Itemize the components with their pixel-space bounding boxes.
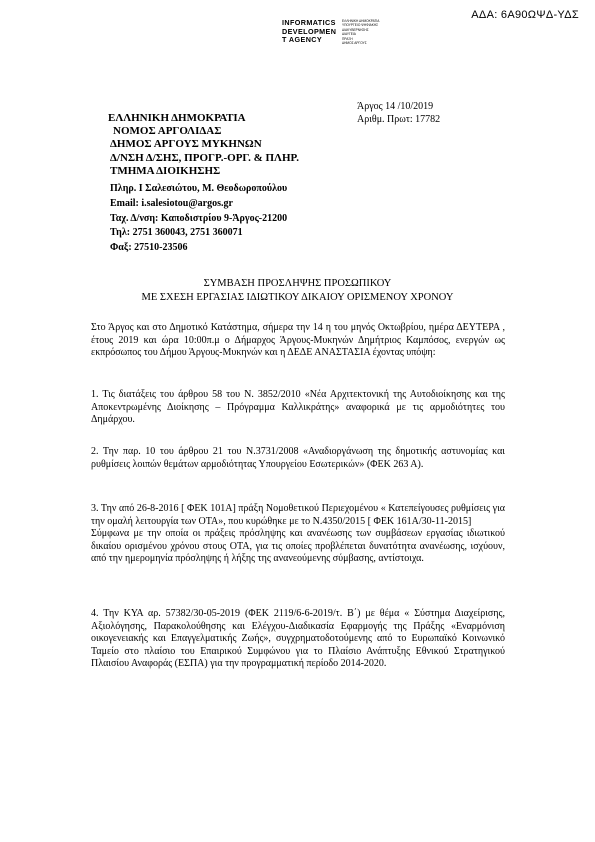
paragraph-text: Στο Άργος και στο Δημοτικό Κατάστημα, σήμερα την 14 η του μηνός Οκτωβρίου, ημέρα ΔΕΥΤΕΡΑ , έτους 2019 και ώρα 10:00π.μ ο Δήμαρχος Άργους-Μυκηνών Δημήτριος Καμπόσος, ενεργών ως εκπρόσωπος του Δήμου Άργους-Μυκηνών και η ΔΕΔΕ ΑΝΑΣΤΑΣΙΑ έχοντας υπόψη: — [91, 322, 505, 359]
title-line: ΜΕ ΣΧΕΣΗ ΕΡΓΑΣΙΑΣ ΙΔΙΩΤΙΚΟΥ ΔΙΚΑΙΟΥ ΟΡΙΣΜΕΝΟΥ ΧΡΟΝΟΥ — [141, 291, 454, 303]
logo-fine-line: ΔΗΜΟΣ ΑΡΓΟΥΣ — [342, 41, 367, 46]
contact-phone: Τηλ: 2751 360043, 2751 360071 — [110, 227, 243, 239]
contact-fax: Φαξ: 27510-23506 — [110, 242, 188, 254]
clause-1 — [91, 389, 505, 427]
paragraph-text: 2. Την παρ. 10 του άρθρου 21 του Ν.3731/2008 «Αναδιοργάνωση της δημοτικής αστυνομίας και ρυθμίσεις λοιπών θεμάτων αρμοδιότητας Υπουργείου Εσωτερικών» (ΦΕΚ 263 Α). — [91, 446, 505, 470]
clause-2 — [91, 446, 505, 471]
clause-4 — [91, 608, 505, 671]
header-directorate: Δ/ΝΣΗ Δ/ΣΗΣ, ΠΡΟΓΡ.-ΟΡΓ. & ΠΛΗΡ. — [110, 151, 299, 164]
title-line: ΣΥΜΒΑΣΗ ΠΡΟΣΛΗΨΗΣ ΠΡΟΣΩΠΙΚΟΥ — [203, 278, 392, 289]
header-prefecture: ΝΟΜΟΣ ΑΡΓΟΛΙΔΑΣ — [113, 125, 222, 138]
document-date: Άργος 14 /10/2019 — [357, 101, 434, 112]
header-municipality: ΔΗΜΟΣ ΑΡΓΟΥΣ ΜΥΚΗΝΩΝ — [110, 138, 262, 151]
intro-paragraph — [91, 322, 505, 360]
header-department: ΤΜΗΜΑ ΔΙΟΙΚΗΣΗΣ — [110, 164, 221, 177]
date-protocol-block — [357, 101, 440, 126]
contact-address: Ταχ. Δ/νση: Καποδιστρίου 9-Άργος-21200 — [110, 212, 288, 224]
logo-fine-line: ΔΙΑΚΥΒΕΡΝΗΣΗΣ — [342, 27, 369, 32]
contact-block — [110, 182, 287, 256]
paragraph-text: 4. Την ΚΥΑ αρ. 57382/30-05-2019 (ΦΕΚ 2119/6-6-2019/τ. Β΄) με θέμα « Σύστημα Διαχείρισης, Αξιολόγησης, Παρακολούθησης και Ελέγχου-Διαδικασία Εφαρμογής της Πράξης «Εναρμόνιση οικογενειακής και Επαγγελματικής Ζωής», συγχρηματοδοτούμενης από το Ευρωπαϊκό Κοινωνικό Ταμείο στο πλαίσιο του Επαιρικού Συμφώνου για το Πλαίσιο Ανάπτυξης Εθνικού Στρατηγικού Πλαισίου Αναφοράς (ΕΣΠΑ) για την προγραμματική περίοδο 2014-2020. — [91, 608, 505, 670]
logo-line: DEVELOPMEN — [282, 26, 337, 36]
ada-code: ΑΔΑ: 6Α90ΩΨΔ-ΥΔΣ — [471, 9, 579, 21]
logo-fine-line: ΔΙΑΥΓΕΙΑ — [342, 32, 356, 37]
logo-fine-line: ΕΛΛΗΝΙΚΗ ΔΗΜΟΚΡΑΤΙΑ — [342, 19, 380, 23]
paragraph-text: 1. Τις διατάξεις του άρθρου 58 του Ν. 3852/2010 «Νέα Αρχιτεκτονική της Αυτοδιοίκησης και της Αποκεντρωμένης Διοίκησης – Πρόγραμμα Καλλικράτης» αναφορικά με τις αρμοδιότητες του Δημάρχου. — [91, 389, 505, 426]
logo-line: INFORMATICS — [282, 18, 336, 27]
paragraph-text: Σύμφωνα με την οποία οι πράξεις πρόσληψης και ανανέωσης των συμβάσεων εργασίας ιδιωτικού δικαίου ορισμένου χρόνου στους ΟΤΑ, για τις οποίες προβλέπεται δυνατότητα ανανέωσης, ισχύουν, από την ημερομηνία πρόσληψης ή λήξης της ανανεούμενης σύμβασης, αντίστοιχα. — [91, 528, 505, 565]
issuer-header — [108, 112, 299, 178]
clause-3 — [91, 503, 505, 566]
contact-email: Email: i.salesiotou@argos.gr — [110, 197, 233, 209]
document-title — [0, 277, 595, 304]
protocol-number: Αριθμ. Πρωτ: 17782 — [357, 113, 441, 125]
header-country: ΕΛΛΗΝΙΚΗ ΔΗΜΟΚΡΑΤΙΑ — [108, 112, 246, 124]
informatics-agency-logo — [282, 19, 382, 53]
logo-fine-line: ΠΡΑΞΗ — [342, 36, 353, 41]
logo-line: T AGENCY — [282, 35, 323, 45]
logo-fine-print — [342, 19, 382, 45]
logo-fine-line: ΥΠΟΥΡΓΕΙΟ ΨΗΦΙΑΚΗΣ — [342, 23, 379, 28]
paragraph-text: 3. Την από 26-8-2016 [ ΦΕΚ 101Α] πράξη Νομοθετικού Περιεχομένου « Κατεπείγουσες ρυθμίσεις για την ομαλή λειτουργία των ΟΤΑ», που κυρώθηκε με το Ν.4350/2015 [ ΦΕΚ 161Α/30-11-2015] — [91, 503, 505, 527]
contact-people: Πληρ. Ι Σαλεσιώτου, Μ. Θεοδωροπούλου — [110, 183, 288, 194]
